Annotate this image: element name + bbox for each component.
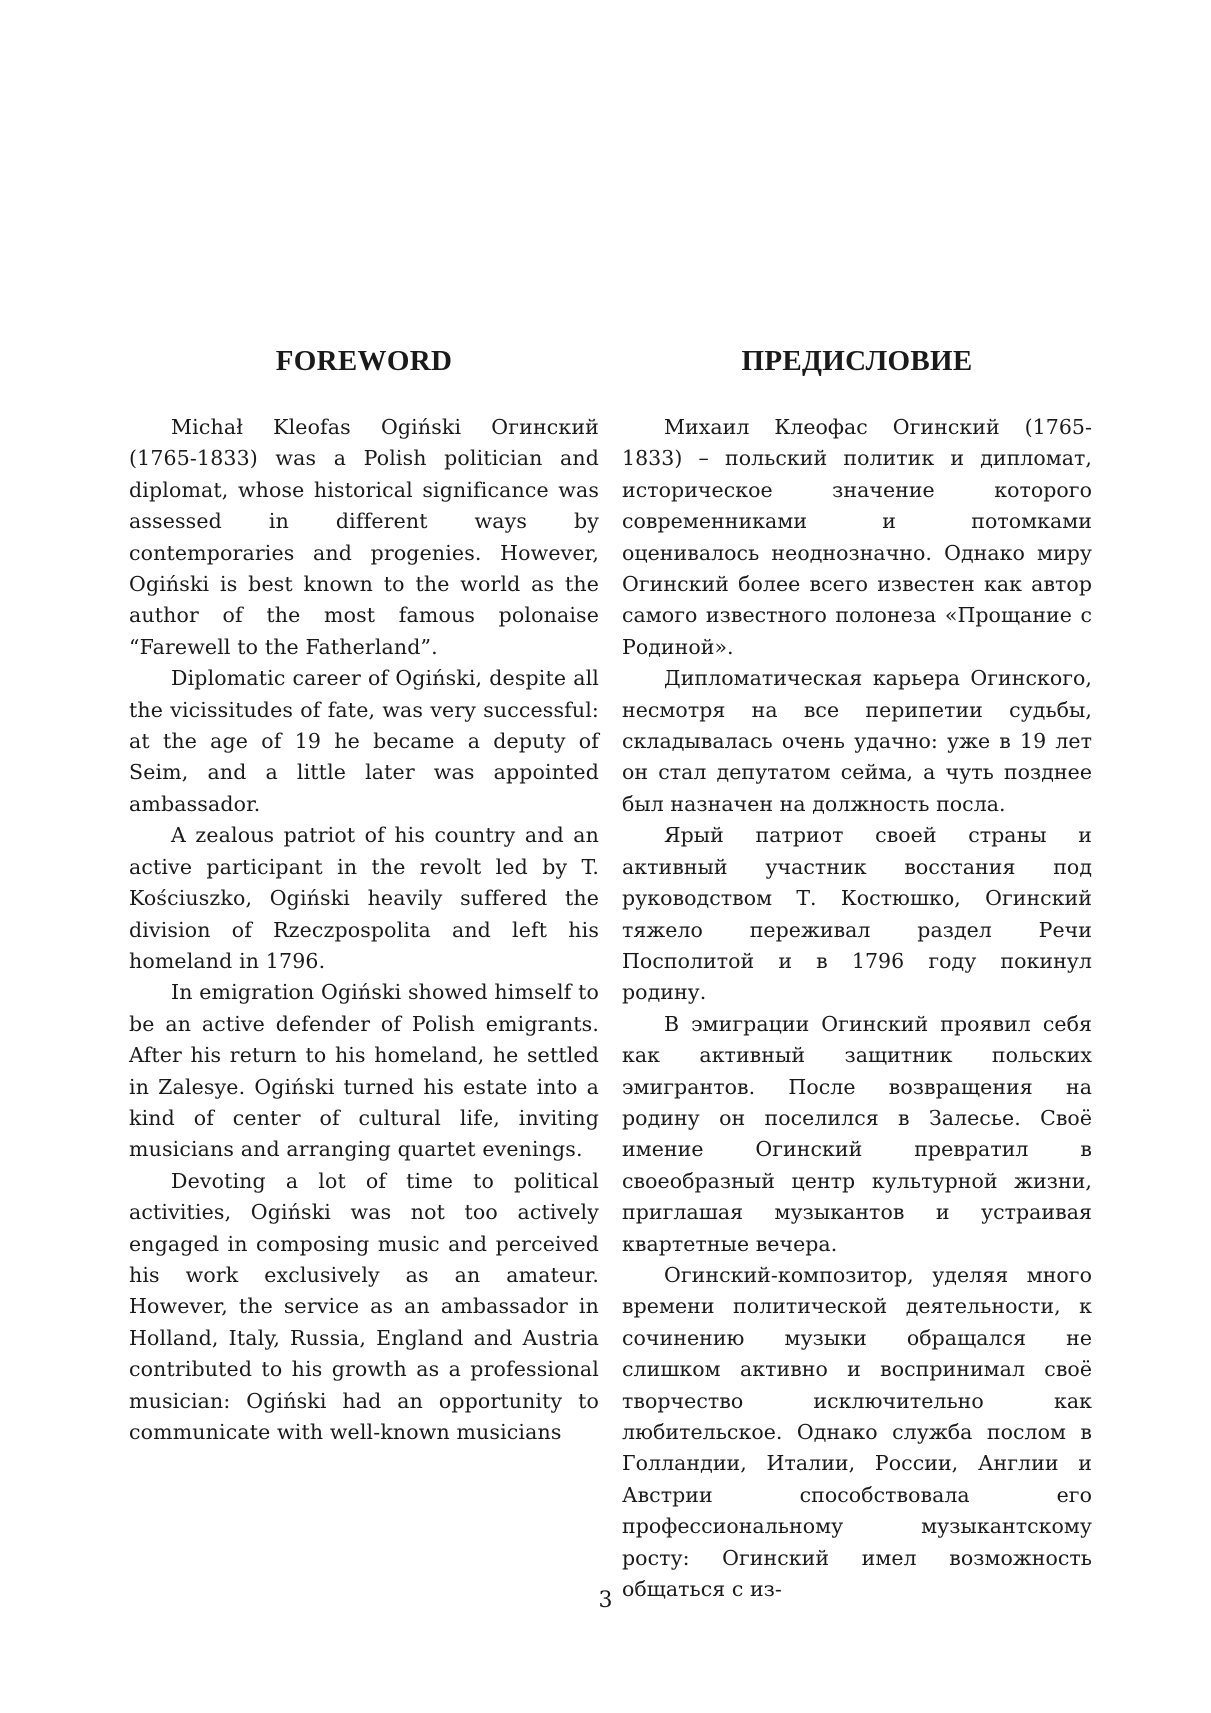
english-paragraph: In emigration Ogiński showed himself to be an active defender of Polish emigrants. After his return to his homeland, he settled in Zalesye. Ogiński turned his estate into a kind of center of cultural life, inviting musicians and arranging quartet evenings. [129, 980, 599, 1162]
english-paragraph: A zealous patriot of his country and an active participant in the revolt led by T. Kościuszko, Ogiński heavily suffered the division of Rzeczpospolita and left his homeland in 1796. [129, 823, 599, 973]
russian-body [622, 412, 1092, 1605]
russian-paragraph: В эмиграции Огинский проявил себя как активный защитник польских эмигрантов. После возвращения на родину он поселился в Залесье. Своё имение Огинский превратил в своеобразный центр культурной жизни, приглашая музыкантов и устраивая квартетные вечера. [622, 1011, 1092, 1256]
english-column [129, 340, 599, 1448]
russian-paragraph: Михаил Клеофас Огинский (1765-1833) – польский политик и дипломат, историческое значение которого современниками и потомками оценивалось неоднозначно. Однако миру Огинский более всего известен как автор самого известного полонеза «Прощание с Родиной». [622, 415, 1092, 659]
russian-paragraph: Огинский-композитор, уделяя много времени политической деятельности, к сочинению музыки обращался не слишком активно и воспринимал своё творчество исключительно как любительское. Однако служба послом в Голландии, Италии, России, Англии и Австрии способствовала его профессиональному музыкантскому росту: Огинский имел возможность общаться с из- [622, 1262, 1092, 1602]
english-heading: FOREWORD [275, 345, 453, 377]
russian-column [622, 340, 1092, 1605]
english-body [129, 412, 599, 1448]
english-paragraph: Diplomatic career of Ogiński, despite all the vicissitudes of fate, was very successful: at the age of 19 he became a deputy of Seim, and a little later was appointed ambassador. [129, 666, 599, 816]
russian-paragraph: Ярый патриот своей страны и активный участник восстания под руководством Т. Костюшко, Огинский тяжело переживал раздел Речи Посполитой и в 1796 году покинул родину. [622, 823, 1092, 1005]
russian-paragraph: Дипломатическая карьера Огинского, несмотря на все перипетии судьбы, складывалась очень удачно: уже в 19 лет он стал депутатом сейма, а чуть позднее был назначен на должность посла. [622, 666, 1092, 816]
page-number: 3 [598, 1588, 613, 1613]
english-paragraph: Devoting a lot of time to political activities, Ogiński was not too actively engaged in composing music and perceived his work exclusively as an amateur. However, the service as an ambassador in Holland, Italy, Russia, England and Austria contributed to his growth as a professional musician: Ogiński had an opportunity to communicate with well-known musicians [129, 1168, 599, 1444]
russian-heading: ПРЕДИСЛОВИЕ [741, 345, 973, 377]
english-paragraph: Michał Kleofas Ogiński Огинский (1765-1833) was a Polish politician and diplomat, whose historical significance was assessed in different ways by contemporaries and progenies. However, Ogiński is best known to the world as the author of the most famous polonaise “Farewell to the Fatherland”. [129, 415, 599, 659]
